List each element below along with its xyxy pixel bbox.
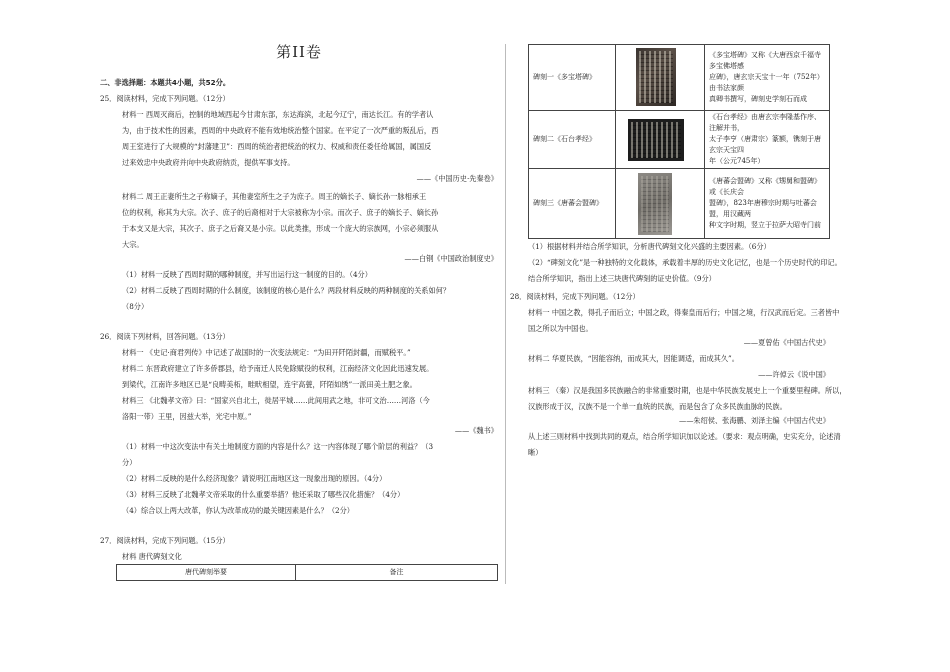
- stele-image-cell: [616, 45, 705, 111]
- note-line: 《多宝塔碑》又称《大唐西京千福寺多宝佛塔感: [709, 51, 821, 70]
- note-line: 《唐蕃会盟碑》又称《甥舅和盟碑》或《长庆会: [709, 177, 821, 196]
- q27-sub-question: （1）根据材料并结合所学知识，分析唐代碑刻文化兴盛的主要因素。（6分）: [528, 242, 771, 251]
- note-line: 盟碑》，823年唐穆宗时期与吐蕃会盟，用汉藏两: [709, 199, 817, 218]
- q25-sub-question: （1）材料一反映了西周时期的哪种制度，并写出运行这一制度的目的。（4分）: [122, 270, 372, 279]
- q26-heading: 26．阅读下列材料，回答问题。（13分）: [100, 332, 230, 341]
- shitai-xiaojing-rubbing-image: [628, 119, 684, 161]
- q28-sub-question: 晰）: [528, 448, 543, 457]
- q27-sub-question: 结合所学知识，指出上述三块唐代碑刻的证史价值。（9分）: [528, 274, 716, 283]
- q26-sub-question: （4）综合以上两大改革，你认为改革成功的最关键因素是什么？（2分）: [122, 506, 354, 515]
- q26-m1: 材料一 《史记·商君列传》中记述了战国时的一次变法规定：“为田开阡陌封疆，而赋税平。”: [122, 348, 411, 357]
- q28-heading: 28．阅读材料，完成下列问题。（12分）: [510, 292, 640, 301]
- q25-m2-line: 位的权利，称其为大宗。次子、庶子的后裔相对于大宗被称为小宗。而次子、庶子的嫡长子、嫡长孙: [122, 208, 439, 217]
- q26-m3-line: 洛阳一带）王里，因兹大举，光宅中原。”: [122, 412, 252, 421]
- q26-m2-line: 到梁代，江南许多地区已是“良畴美柘，畦畎相望，连宇高甍，阡陌如绣”一派田美土肥之象。: [122, 380, 417, 389]
- row-name: 碑刻二《石台孝经》: [529, 111, 616, 169]
- q26-sub-question: 分）: [122, 458, 137, 467]
- q25-m1-line: 材料一 西周灭商后，控制的地域西起今甘肃东部，东达海滨，北起今辽宁，南达长江。有的学者认: [122, 110, 434, 119]
- q27-sub-question: （2）“碑刻文化”是一种独特的文化载体，承载着丰厚的历史文化记忆，也是一个历史时代的印记。: [528, 258, 842, 267]
- row-note: [705, 169, 830, 239]
- table-row: [529, 111, 830, 169]
- q25-m1-source: ——《中国历史·先秦卷》: [416, 174, 498, 183]
- q25-m2-line: 材料二 周王正妻所生之子称嫡子，其他妻室所生之子为庶子。周王的嫡长子、嫡长孙一脉相承王: [122, 192, 427, 201]
- q26-sub-question: （1）材料一中这次变法中有关土地制度方面的内容是什么？这一内容体现了哪个阶层的利益？（3: [122, 442, 434, 451]
- q28-m1-line: 材料一 中国之教，得孔子而后立；中国之政，得秦皇而后行；中国之境，行汉武而后定。三者皆中: [528, 308, 840, 317]
- q26-m3-source: ——《魏书》: [454, 426, 498, 435]
- section-header: 二、非选择题：本题共4小题，共52分。: [100, 78, 231, 87]
- note-line: 年（公元745年）: [709, 157, 765, 165]
- q26-sub-question: （2）材料二反映的是什么经济现象？请说明江南地区这一现象出现的原因。（4分）: [122, 474, 387, 483]
- row-name: 碑刻一《多宝塔碑》: [529, 45, 616, 111]
- q27-material-label: 材料 唐代碑刻文化: [122, 552, 182, 561]
- q25-m2-source: ——白钢《中国政治制度史》: [404, 254, 498, 263]
- q25-m2-line: 大宗。: [122, 240, 144, 249]
- q28-m2-source: ——许倬云《说中国》: [758, 370, 830, 379]
- q25-m2-line: 于本支又是大宗，其次子、庶子之后裔又是小宗。以此类推，形成一个庞大的宗族网，小宗必须服从: [122, 224, 439, 233]
- q27-table: [528, 44, 830, 239]
- part-title: 第II卷: [276, 43, 322, 61]
- stele-image-cell: [616, 169, 705, 239]
- q28-m3-source: ——朱绍侯、张海鹏、刘泽主编《中国古代史》: [679, 416, 830, 425]
- q25-m1-line: 过来效忠中央政府并向中央政府纳贡，提供军事支持。: [122, 158, 295, 167]
- q28-m2: 材料二 华夏民族，“因能容纳，而成其大，因能调适，而成其久”。: [528, 354, 739, 363]
- column-divider: [505, 44, 506, 584]
- duobao-stele-rubbing-image: [636, 48, 676, 106]
- q25-sub-question: （8分）: [122, 302, 149, 311]
- q26-m2-line: 材料二 东晋政府建立了许多侨郡县，给予南迁人民免除赋役的权利，江南经济文化因此迅速发展。: [122, 364, 434, 373]
- note-line: 真卿书撰写，碑刻史学刻石而成: [709, 95, 807, 103]
- note-line: 太子李亨（唐肃宗）篆额，镌刻于唐玄宗天宝四: [709, 135, 821, 154]
- q25-sub-question: （2）材料二反映了西周时期的什么制度，该制度的核心是什么？两段材料反映的两种制度的关系如何？: [122, 286, 451, 295]
- row-note: [705, 45, 830, 111]
- q28-m1-source: ——夏曾佑《中国古代史》: [743, 338, 830, 347]
- table-row: [529, 169, 830, 239]
- q27-table-header: [116, 564, 498, 581]
- note-line: 《石台孝经》由唐玄宗李隆基作序、注解并书，: [709, 113, 821, 132]
- note-line: 应碑》，唐玄宗天宝十一年（752年）由书法家颜: [709, 73, 824, 92]
- row-note: [705, 111, 830, 169]
- q27-heading: 27．阅读材料，完成下列问题。（15分）: [100, 536, 230, 545]
- note-line: 种文字时期，竖立于拉萨大昭寺门前: [709, 221, 821, 229]
- q28-m1-line: 国之所以为中国也。: [528, 324, 593, 333]
- q28-sub-question: 从上述三则材料中找到共同的观点，结合所学知识加以论述。（要求：观点明确，史实充分，论述清: [528, 432, 841, 441]
- q28-m3-line: 材料三 （秦）汉是我国多民族融合的非常重要时期，也是中华民族发展史上一个重要里程碑。所以，: [528, 386, 847, 395]
- q25-m1-line: 为，由于技术性的因素，西周的中央政府不能有效地统治整个国家。在平定了一次严重的叛乱后，西: [122, 126, 439, 135]
- table-header-cell: 唐代碑刻举要: [117, 565, 296, 581]
- table-row: [529, 45, 830, 111]
- row-name: 碑刻三《唐蕃会盟碑》: [529, 169, 616, 239]
- q26-sub-question: （3）材料三反映了北魏孝文帝采取的什么重要举措？他还采取了哪些汉化措施？（4分）: [122, 490, 405, 499]
- q26-m3-line: 材料三 《北魏孝文帝》曰：“国家兴自北土，徙居平城……此间用武之地，非可文治……河洛（今: [122, 396, 430, 405]
- tang-tibet-alliance-stele-image: [638, 173, 672, 235]
- q25-heading: 25．阅读材料，完成下列问题。（12分）: [100, 94, 230, 103]
- table-header-cell: 备注: [296, 565, 498, 581]
- q28-m3-line: 汉族形成于汉，汉族不是一个单一血统的民族，而是包含了众多民族血脉的民族。: [528, 402, 787, 411]
- stele-image-cell: [616, 111, 705, 169]
- q25-m1-line: 周王室进行了大规模的“封藩建卫”：西周的统治者把统治的权力、权威和责任委任给属国，属国反: [122, 142, 432, 151]
